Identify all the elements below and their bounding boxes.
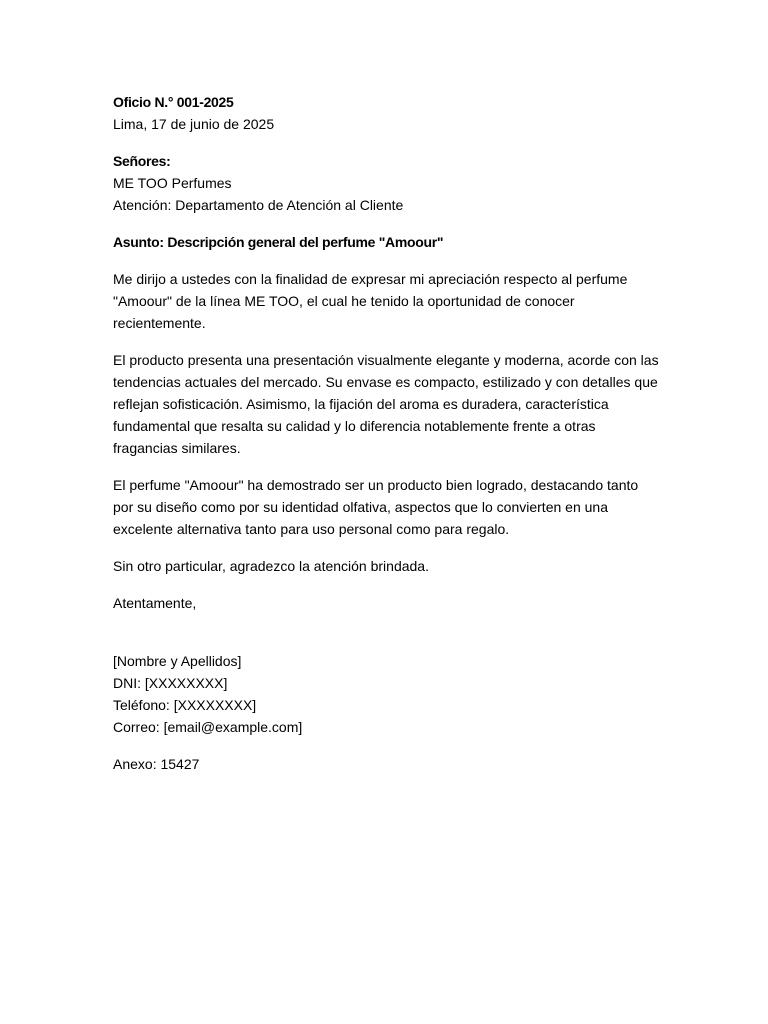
closing-paragraph <box>113 555 658 577</box>
paragraph-line: El producto presenta una presentación visualmente elegante y moderna, acorde con las <box>113 352 659 368</box>
paragraph-line: excelente alternativa tanto para uso personal como para regalo. <box>113 521 510 537</box>
oficio-number: Oficio N.° 001-2025 <box>113 94 234 110</box>
signoff: Atentamente, <box>113 595 197 611</box>
signature-name: [Nombre y Apellidos] <box>113 653 242 669</box>
salutation: Señores: <box>113 153 171 169</box>
paragraph-line: "Amoour" de la línea ME TOO, el cual he tenido la oportunidad de conocer <box>113 293 575 309</box>
subject-line <box>113 231 658 253</box>
closing-line: Sin otro particular, agradezco la atención brindada. <box>113 558 429 574</box>
letter-date: Lima, 17 de junio de 2025 <box>113 116 275 132</box>
signature-email: Correo: [email@example.com] <box>113 719 303 735</box>
letter-header <box>113 91 658 135</box>
subject: Asunto: Descripción general del perfume "Amoour" <box>113 234 444 250</box>
paragraph-2 <box>113 349 658 459</box>
recipient-company: ME TOO Perfumes <box>113 175 232 191</box>
recipient-block <box>113 150 658 216</box>
paragraph-line: por su diseño como por su identidad olfativa, aspectos que lo convierten en una <box>113 499 608 515</box>
paragraph-line: fundamental que resalta su calidad y lo diferencia notablemente frente a otras <box>113 418 596 434</box>
paragraph-line: fragancias similares. <box>113 440 241 456</box>
signoff-block <box>113 592 658 614</box>
signature-phone: Teléfono: [XXXXXXXX] <box>113 697 257 713</box>
letter-body <box>113 91 658 775</box>
recipient-attention: Atención: Departamento de Atención al Cliente <box>113 197 404 213</box>
paragraph-1 <box>113 268 658 334</box>
signature-block <box>113 650 658 738</box>
paragraph-line: reflejan sofisticación. Asimismo, la fijación del aroma es duradera, característica <box>113 396 609 412</box>
annex: Anexo: 15427 <box>113 756 200 772</box>
paragraph-line: El perfume "Amoour" ha demostrado ser un producto bien logrado, destacando tanto <box>113 477 639 493</box>
paragraph-3 <box>113 474 658 540</box>
paragraph-line: tendencias actuales del mercado. Su envase es compacto, estilizado y con detalles que <box>113 374 658 390</box>
signature-dni: DNI: [XXXXXXXX] <box>113 675 228 691</box>
paragraph-line: recientemente. <box>113 315 206 331</box>
annex-block <box>113 753 658 775</box>
paragraph-line: Me dirijo a ustedes con la finalidad de expresar mi apreciación respecto al perfume <box>113 271 628 287</box>
